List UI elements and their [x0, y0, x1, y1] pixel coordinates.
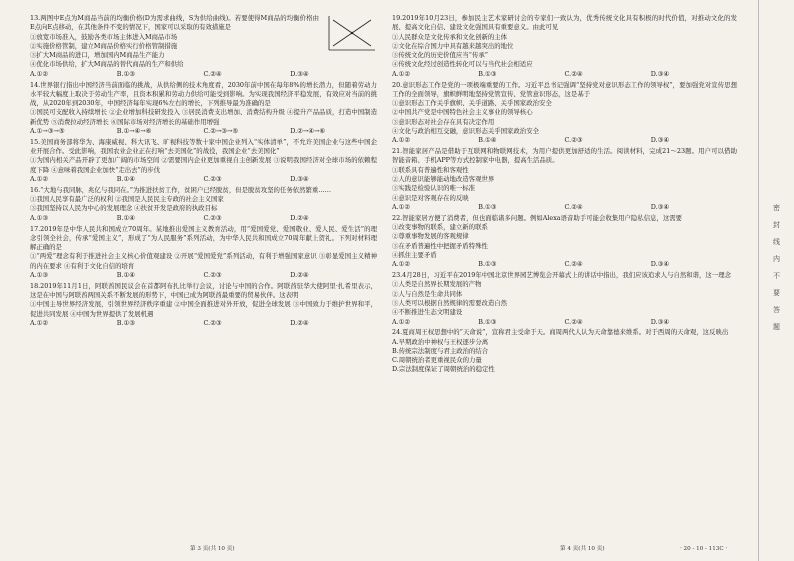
statement-item: ③在矛盾普遍性中把握矛盾特殊性	[392, 241, 488, 250]
answer-option[interactable]: B.①→④→⑥	[116, 127, 152, 136]
answer-options	[30, 214, 377, 223]
statement-item: ④抓住主要矛盾	[392, 250, 437, 259]
statement-item: ③传统文化的历史价值应当“传承”	[392, 51, 489, 60]
seal-line-char: 密	[773, 204, 780, 212]
answer-options	[392, 136, 737, 145]
statement-item: ②中国共产党是中国特色社会主义事业的领导核心	[392, 108, 533, 117]
answer-option[interactable]: D.②④	[290, 319, 309, 327]
question-block	[392, 214, 737, 270]
question-stem: 13.两图中E点为M商品当前的均衡价格(D为需求曲线，S为供给曲线)。若要使得M商品的均衡价格由E点向E点移动，在其他条件不变的情况下，国家可以采取的有效措施是	[30, 14, 319, 32]
statement-item: B.传统宗法制度与君主政治的结合	[392, 346, 489, 355]
seal-line-notice	[773, 200, 783, 336]
answer-option[interactable]: D.②④	[290, 271, 309, 280]
answer-option[interactable]: C.②④	[564, 260, 583, 269]
answer-option[interactable]: C.②④	[564, 69, 583, 78]
answer-option[interactable]: A.①②	[392, 317, 411, 326]
statement-item: ①人民群众是文化传承和文化创新的主体	[392, 32, 508, 41]
statement-item: ④文化与政治相互交融，意识形态关乎国家政治安全	[392, 127, 539, 136]
answer-option[interactable]: D.③④	[290, 69, 309, 78]
answer-option[interactable]: C.②③	[203, 271, 222, 280]
answer-option[interactable]: B.①④	[116, 271, 135, 280]
answer-option[interactable]: D.③④	[290, 175, 309, 184]
question-block	[30, 186, 377, 223]
question-block	[30, 81, 377, 137]
answer-option[interactable]: B.①③	[478, 317, 497, 326]
supply-demand-graph	[323, 14, 377, 54]
question-stem: 22.智能家居方便了消费者，但也面临诸多问题。例如Alexa语音助手可能会收集用户隐私信息，这需要	[392, 213, 683, 222]
seal-line-char: 要	[773, 289, 780, 297]
statement-item: ①国民可支配收入持续增长 ②企业增加科技研发投入 ③居民消费支出增加、消费结构升级 ④提升产品品质，打造中国制造新优势 ⑤消费拉动经济增长 ⑥国际市场对经济增长的基础作用增强	[30, 108, 377, 126]
answer-option[interactable]: B.①③	[478, 69, 497, 78]
answer-option[interactable]: D.②④	[290, 213, 309, 222]
statement-item: ①中国主导世界经济发展，引领世界经济秩序重建 ②中国全面推进对外开放，促进全球发展 ③中国致力于维护世界和平，促进共同发展 ④中国为世界提供了发展机遇	[30, 300, 377, 318]
answer-option[interactable]: A.①→③→⑤	[30, 127, 65, 136]
statement-item: ②实施价格管制，建立M商品价格实行价格管制措施	[30, 41, 178, 50]
statement-item: ①为国内相关产品开辟了更加广阔的市场空间 ②需要国内企业更加重视自主创新发展 ③说明我国经济对全球市场的依赖程度下降 ④意味着我国企业加快“走出去”的步伐	[30, 156, 377, 174]
right-column	[392, 14, 737, 376]
answer-options	[30, 271, 377, 280]
answer-options	[392, 260, 737, 269]
answer-option[interactable]: C.②→③→⑤	[203, 127, 239, 136]
seal-line-char: 不	[773, 272, 780, 280]
answer-option[interactable]: A.①②	[30, 175, 49, 184]
seal-line-char: 题	[773, 323, 780, 331]
statement-item: ①我国人民享有最广泛的权利 ②我国是人民民主专政的社会主义国家	[30, 195, 224, 204]
answer-option[interactable]: C.②④	[564, 317, 583, 326]
question-stem: 21.智能家居产品是借助于互联网和物联网技术，为用户提供更加舒适的生活。阅读材料，完成21～23题。用户可以借助智能音箱、手机APP等方式控制家中电器，提高生活品质。	[392, 147, 737, 165]
statement-item: ②人的意识能够能动地改造客观世界	[392, 175, 495, 184]
answer-option[interactable]: D.③④	[650, 202, 670, 211]
question-stem: 24.夏商周王权思想中的“天命说”，宣称君主受命于天。商周两代人认为天命靠德来维系。对于西周的天命观，这反映出	[392, 328, 729, 337]
answer-option[interactable]: A.①②	[392, 260, 411, 269]
answer-option[interactable]: B.①③	[478, 202, 497, 211]
question-stem: 19.2019年10月23日，参加民主艺术家研讨会的专家们一致认为，优秀传统文化具有积极的时代价值，对推动文化的发展、提高文化自信、建设文化强国具有重要意义。由此可见	[392, 14, 737, 32]
seal-line-char: 答	[773, 306, 780, 314]
answer-option[interactable]: B.①③	[478, 260, 497, 269]
answer-option[interactable]: A.①③	[30, 213, 49, 222]
answer-option[interactable]: B.①④	[478, 136, 497, 145]
statement-item: ①“两爱”理念有利于推进社会主义核心价值观建设 ②开展“爱国爱党”系列活动，有利于增强国家意识 ③彰显爱国主义精神的内在要求 ④有利于文化自信的培育	[30, 252, 377, 270]
question-block	[30, 282, 377, 328]
question-stem: 18.2019年11月1日，阿联酋国民议会在首都阿布扎比举行会议，讨论与中国的合作。阿联酋驻华大使阿里·扎希里表示，这是在中国与阿联酋两国关系不断发展的形势下，中国已成为阿联酋最重要的贸易伙伴。这表明	[30, 281, 377, 300]
answer-option[interactable]: B.①③	[116, 69, 135, 78]
question-stem: 20.意识形态工作是党的一项极端重要的工作。习近平总书记强调“坚持党对意识形态工作的领导权”，要加强党对宣传思想工作的全面领导，旗帜鲜明地坚持党管宣传、党管意识形态，这是基于	[392, 80, 737, 98]
answer-options	[392, 203, 737, 212]
answer-option[interactable]: C.②③	[203, 175, 222, 184]
binding-margin	[758, 0, 794, 561]
question-block	[392, 147, 737, 212]
answer-options	[30, 70, 377, 79]
question-stem: 16.“大地与我同脉，兆亿与我同在。”为推进扶贫工作，贫困户已经脱贫，但是脱贫攻坚的任务依然繁重……	[30, 185, 332, 194]
question-block	[30, 14, 377, 79]
answer-option[interactable]: D.②→④→⑥	[290, 127, 326, 136]
answer-option[interactable]: D.③④	[650, 69, 670, 78]
statement-item: ③扩大M商品的进口，增加国内M商品生产能力	[30, 51, 165, 60]
answer-option[interactable]: A.①②	[392, 136, 411, 145]
statement-item: ①人类是自然界长期发展的产物	[392, 280, 482, 289]
question-stem: 14.世界银行指出中国经济当前面临的挑战，从供给侧的技术角度看，2030年前中国在每年8%的增长潜力，但随着劳动力水平较大幅度上取决于劳动生产率，且资本积累和劳动力供给可能受到影响。为实现我国经济平稳发展，有效应对当前的挑战，从2020年到2030年，中国经济每年实现6%左右的增长，下列推导最为准确的是	[30, 80, 377, 108]
answer-option[interactable]: A.①②	[392, 202, 411, 211]
page-number-left: 第 3 页(共 10 页)	[190, 546, 235, 552]
answer-option[interactable]: D.③④	[650, 317, 670, 326]
left-column	[30, 14, 377, 330]
answer-options	[30, 127, 377, 136]
question-stem: 23.4月28日，习近平在2019年中国北京世界园艺博览会开幕式上的讲话中指出，我们应该追求人与自然和谐，这一理念	[392, 271, 731, 280]
statement-item: ④优化市场供给，扩大M商品的替代商品的生产和供给	[30, 60, 184, 69]
seal-line-char: 封	[773, 221, 780, 229]
statement-item: ②尊重事物发展的客观规律	[392, 232, 469, 241]
statement-item: C.周朝统治者更重视民众的力量	[392, 356, 482, 365]
question-block	[392, 81, 737, 146]
question-block	[392, 328, 737, 374]
statement-item: ③意识形态对社会存在具有决定作用	[392, 117, 495, 126]
answer-option[interactable]: C.②③	[203, 213, 222, 222]
statement-item: D.宗法制度保证了周朝统治的稳定性	[392, 365, 495, 374]
answer-option[interactable]: C.②④	[564, 202, 583, 211]
answer-option[interactable]: C.②④	[203, 69, 222, 78]
question-block	[30, 225, 377, 281]
statement-item: ①放宽市场准入，鼓励各类市场主体进入M商品市场	[30, 32, 178, 41]
statement-item: ②人与自然是生命共同体	[392, 289, 463, 298]
seal-line-char: 线	[773, 238, 780, 246]
question-stem: 17.2019年是中华人民共和国成立70周年。某地推出爱国主义教育活动，用“爱国爱党、爱国敬业、爱人民、爱生活”的理念引领全社会，传承“爱国主义”，形成了“为人民服务”系列活动，为中华人民共和国成立70周年献上贺礼。下列对材料理解正确的是	[30, 224, 377, 252]
answer-options	[30, 175, 377, 184]
exam-code: · 20 - 10 - 113C ·	[680, 546, 728, 552]
statement-item: ①意识形态工作关乎旗帜、关乎道路、关乎国家政治安全	[392, 99, 552, 108]
question-block	[392, 271, 737, 327]
statement-item: ④传统文化经过创造性转化可以与当代社会相适应	[392, 60, 533, 69]
answer-option[interactable]: C.②③	[203, 319, 222, 327]
statement-item: A.早期政治中神权与王权逐步分离	[392, 337, 489, 346]
question-block	[392, 14, 737, 79]
statement-item: ④不断推进生态文明建设	[392, 308, 463, 317]
statement-item: ④意识是对客观存在的反映	[392, 193, 469, 202]
answer-option[interactable]: A.①③	[30, 271, 49, 280]
question-block	[30, 138, 377, 184]
answer-options	[30, 319, 377, 328]
answer-options	[392, 318, 737, 327]
statement-item: ①联系具有普遍性和客观性	[392, 165, 469, 174]
statement-item: ①改变事物的联系，建立新的联系	[392, 223, 488, 232]
statement-item: ③实践是检验认识的唯一标准	[392, 184, 476, 193]
statement-item: ③人类可以根据自然规律的需要改造自然	[392, 298, 508, 307]
statement-item: ③我国坚持以人民为中心的发展理念 ④扶贫开发是政府的执政目标	[30, 204, 218, 213]
answer-option[interactable]: A.①②	[30, 319, 49, 327]
question-stem: 15.美国商务部将华为、海康威视、科大讯飞、旷视科技等数十家中国企业列入“实体清单”，不允许美国企业与这些中国企业开展合作。受此影响，我国农业企业正在打响“去美国化”的战役，我国企业“去美国化”	[30, 137, 377, 156]
answer-option[interactable]: C.②③	[564, 136, 583, 145]
answer-option[interactable]: D.③④	[650, 260, 670, 269]
answer-option[interactable]: A.①②	[392, 69, 411, 78]
answer-option[interactable]: B.①③	[116, 319, 135, 327]
page-number-right: 第 4 页(共 10 页)	[560, 546, 605, 552]
answer-option[interactable]: D.③④	[650, 136, 670, 145]
answer-option[interactable]: A.①②	[30, 69, 49, 78]
answer-option[interactable]: B.①④	[116, 213, 135, 222]
statement-item: ②文化在综合国力中具有越来越突出的地位	[392, 41, 514, 50]
answer-option[interactable]: B.①④	[116, 175, 135, 184]
seal-line-char: 内	[773, 255, 780, 263]
answer-options	[392, 70, 737, 79]
